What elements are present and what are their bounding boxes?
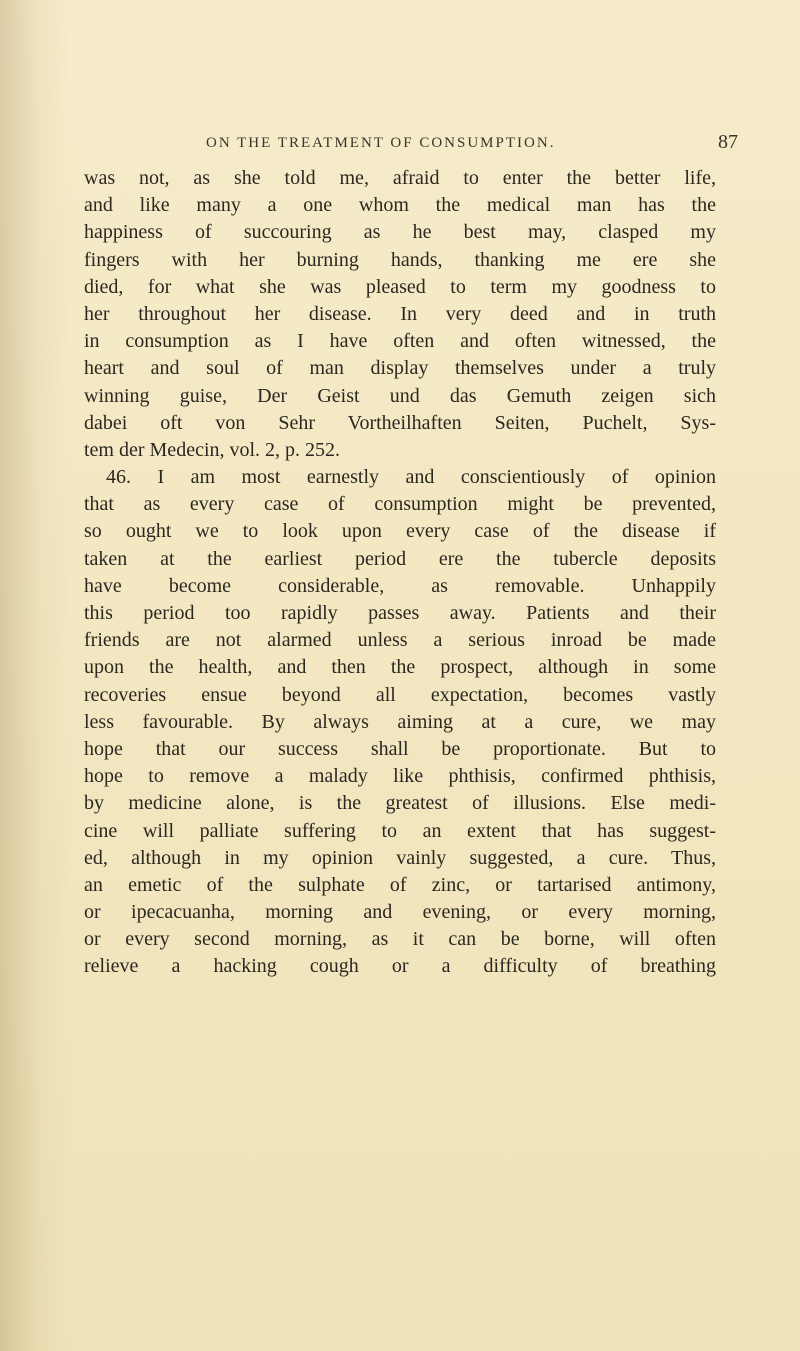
text-line: tem der Medecin, vol. 2, p. 252. [84, 438, 341, 461]
text-line: her throughout her disease. In very deed and in truth [84, 302, 716, 325]
paragraph-start-line: 46. I am most earnestly and conscientiously of opinion [106, 466, 716, 489]
text-line: less favourable. By always aiming at a cure, we may [84, 710, 716, 733]
text-line: by medicine alone, is the greatest of illusions. Else medi- [84, 792, 716, 815]
text-line: have become considerable, as removable. Unhappily [84, 574, 716, 597]
running-head: ON THE TREATMENT OF CONSUMPTION. [206, 135, 556, 151]
text-line: cine will palliate suffering to an extent that has suggest- [84, 819, 716, 842]
body-text [84, 165, 716, 981]
text-line: this period too rapidly passes away. Patients and their [84, 602, 716, 624]
text-line: hope that our success shall be proportionate. But to [84, 737, 716, 760]
text-line: winning guise, Der Geist und das Gemuth zeigen sich [84, 384, 716, 407]
text-line: upon the health, and then the prospect, although in some [84, 656, 716, 679]
text-line: relieve a hacking cough or a difficulty of breathing [84, 955, 716, 978]
text-line: that as every case of consumption might be prevented, [84, 493, 716, 516]
page-number: 87 [718, 131, 738, 153]
text-line: in consumption as I have often and often witnessed, the [84, 330, 716, 353]
text-line: was not, as she told me, afraid to enter the better life, [84, 167, 716, 189]
text-line: heart and soul of man display themselves under a truly [84, 357, 716, 380]
text-line: so ought we to look upon every case of the disease if [84, 520, 716, 543]
text-line: taken at the earliest period ere the tubercle deposits [84, 547, 716, 570]
text-line: happiness of succouring as he best may, clasped my [84, 221, 716, 244]
text-line: fingers with her burning hands, thanking me ere she [84, 248, 716, 271]
text-line: friends are not alarmed unless a serious inroad be made [84, 629, 716, 652]
text-line: dabei oft von Sehr Vortheilhaften Seiten, Puchelt, Sys- [84, 411, 716, 434]
text-line: or every second morning, as it can be borne, will often [84, 928, 716, 951]
text-line: or ipecacuanha, morning and evening, or every morning, [84, 901, 716, 924]
text-line: ed, although in my opinion vainly suggested, a cure. Thus, [84, 846, 716, 869]
text-line: and like many a one whom the medical man has the [84, 194, 716, 217]
text-line: died, for what she was pleased to term my goodness to [84, 275, 716, 298]
text-line: hope to remove a malady like phthisis, confirmed phthisis, [84, 765, 716, 788]
text-line: recoveries ensue beyond all expectation, becomes vastly [84, 683, 716, 706]
text-line: an emetic of the sulphate of zinc, or tartarised antimony, [84, 873, 716, 896]
